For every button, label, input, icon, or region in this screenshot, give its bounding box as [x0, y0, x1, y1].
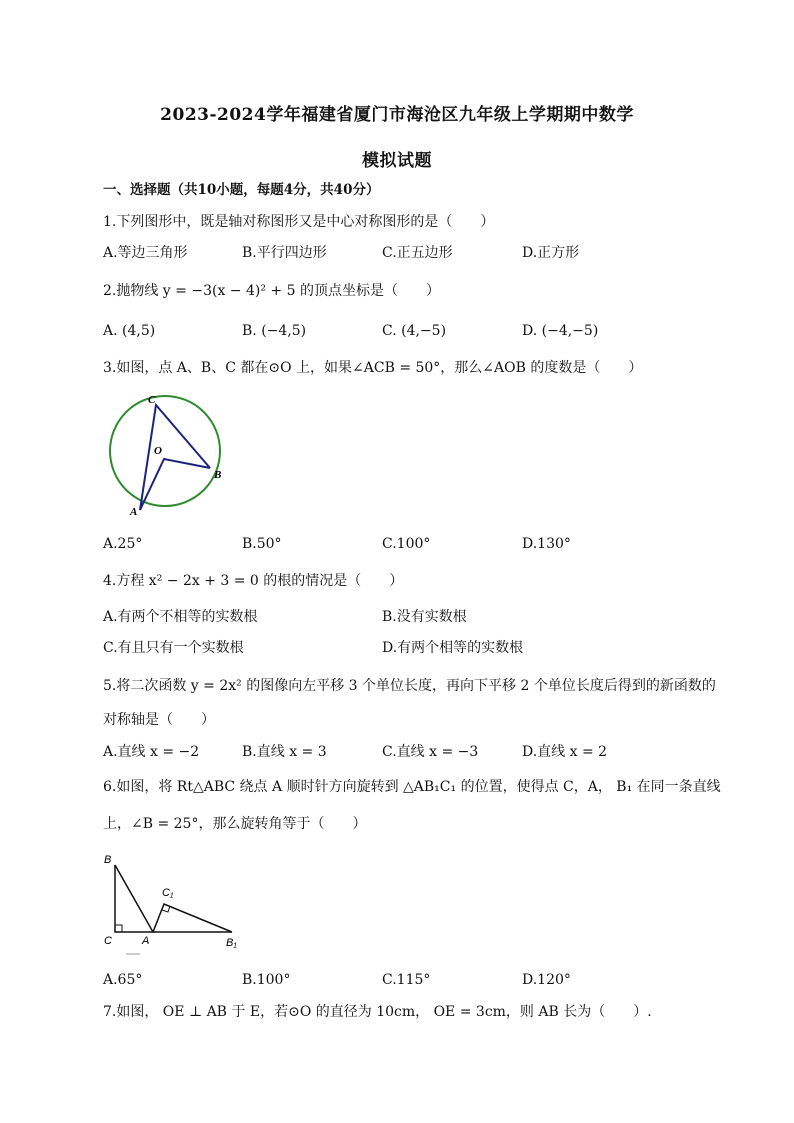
label-b: B [104, 854, 112, 866]
question-3-stem: 3.如图，点 A、B、C 都在⊙O 上，如果∠ACB = 50°，那么∠AOB 的度数是（ ） [103, 360, 643, 376]
q5-option-d: D.直线 x = 2 [522, 744, 608, 760]
question-5-stem-line1: 5.将二次函数 y = 2x² 的图像向左平移 3 个单位长度，再向下平移 2 个单位长度后得到的新函数的 [103, 678, 716, 694]
question-2-stem: 2.抛物线 y = −3(x − 4)² + 5 的顶点坐标是（ ） [103, 283, 440, 299]
q5-option-c: C.直线 x = −3 [382, 744, 479, 760]
question-1-stem: 1.下列图形中，既是轴对称图形又是中心对称图形的是（ ） [103, 214, 495, 230]
circle-figure [100, 388, 230, 518]
q2-option-c: C. (4,−5) [382, 323, 447, 339]
label-b1: B₁ [226, 937, 237, 949]
label-c: C [148, 394, 156, 406]
central-angle-aob [140, 459, 210, 510]
q6-option-a: A.65° [103, 972, 143, 988]
question-6-stem-line1: 6.如图，将 Rt△ABC 绕点 A 顺时针方向旋转到 △AB₁C₁ 的位置，使得点 C，A， B₁ 在同一条直线 [103, 779, 721, 795]
label-b: B [214, 469, 222, 481]
rotation-figure [100, 848, 250, 958]
circle-o [110, 396, 220, 506]
label-a: A [130, 506, 138, 518]
label-c: C [104, 935, 112, 947]
q6-option-c: C.115° [382, 972, 431, 988]
section-heading: 一、选择题（共10小题，每题4分，共40分） [103, 182, 380, 198]
q1-option-b: B.平行四边形 [242, 245, 327, 261]
q4-option-d: D.有两个相等的实数根 [382, 640, 524, 656]
q2-option-a: A. (4,5) [103, 323, 156, 339]
q3-option-b: B.50° [242, 536, 282, 552]
q3-option-d: D.130° [522, 536, 571, 552]
q5-option-b: B.直线 x = 3 [242, 744, 327, 760]
q4-option-b: B.没有实数根 [382, 609, 467, 625]
exam-title: 2023-2024学年福建省厦门市海沧区九年级上学期期中数学 [160, 105, 634, 125]
exam-subtitle: 模拟试题 [362, 151, 432, 171]
label-c1: C₁ [162, 887, 174, 899]
q3-option-c: C.100° [382, 536, 431, 552]
q1-option-a: A.等边三角形 [103, 245, 188, 261]
triangle-abc [115, 865, 153, 932]
q1-option-d: D.正方形 [522, 245, 580, 261]
q4-option-a: A.有两个不相等的实数根 [103, 609, 258, 625]
q2-option-d: D. (−4,−5) [522, 323, 599, 339]
q5-option-a: A.直线 x = −2 [103, 744, 200, 760]
q6-option-b: B.100° [242, 972, 291, 988]
triangle-ab1c1 [153, 904, 232, 932]
question-5-stem-line2: 对称轴是（ ） [103, 712, 215, 728]
question-4-stem: 4.方程 x² − 2x + 3 = 0 的根的情况是（ ） [103, 573, 404, 589]
q3-option-a: A.25° [103, 536, 143, 552]
right-angle-mark-c [115, 925, 122, 932]
question-6-stem-line2: 上，∠B = 25°，那么旋转角等于（ ） [103, 816, 367, 832]
q1-option-c: C.正五边形 [382, 245, 453, 261]
q4-option-c: C.有且只有一个实数根 [103, 640, 244, 656]
question-7-stem: 7.如图， OE ⊥ AB 于 E，若⊙O 的直径为 10cm， OE = 3cm，则 AB 长为（ ）. [103, 1004, 652, 1020]
label-o: O [154, 445, 162, 457]
label-a: A [142, 935, 150, 947]
q2-option-b: B. (−4,5) [242, 323, 307, 339]
q6-option-d: D.120° [522, 972, 571, 988]
